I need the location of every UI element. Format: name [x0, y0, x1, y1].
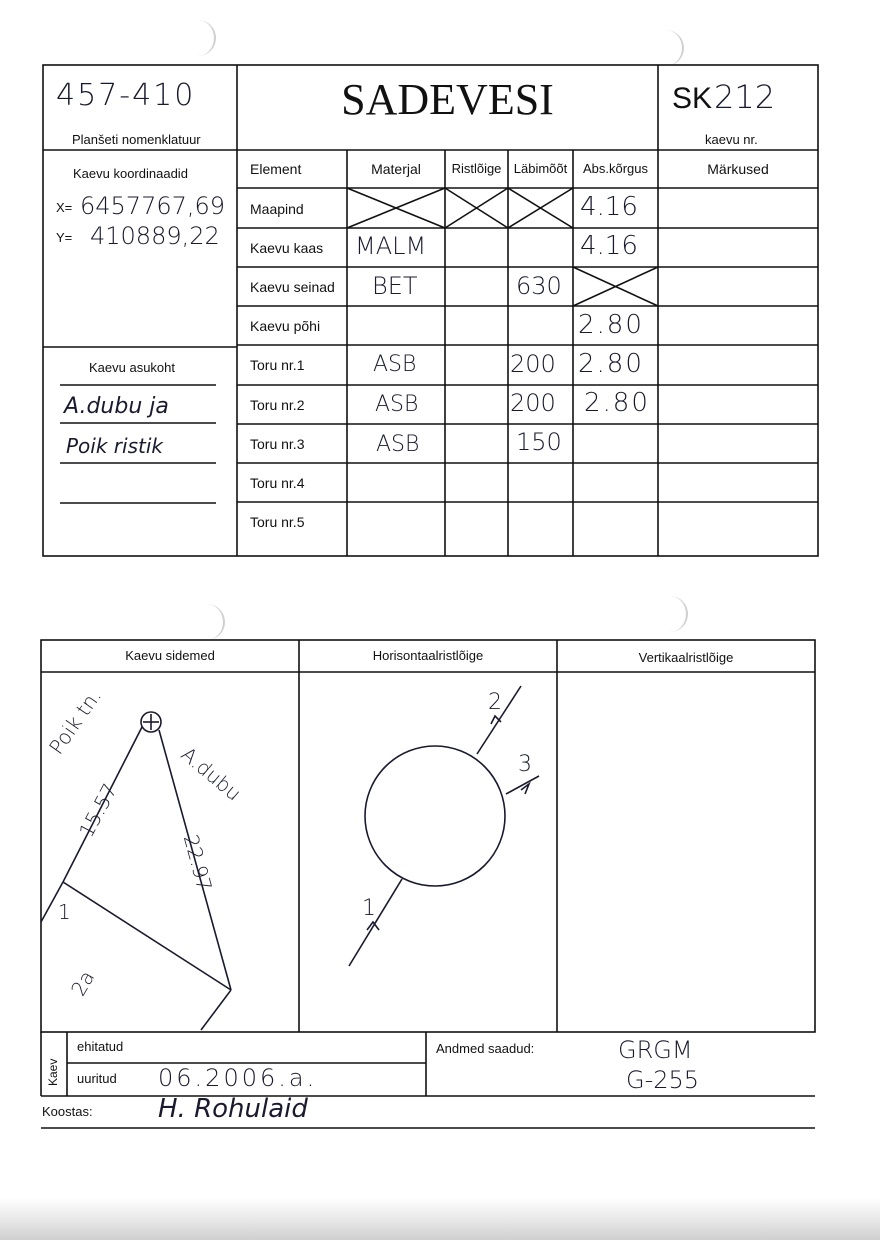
page-title: SADEVESI — [341, 75, 554, 124]
col-header-labimoot: Läbimõõt — [513, 161, 568, 176]
col-header-materjal: Materjal — [371, 161, 421, 177]
andmed-label: Andmed saadud: — [436, 1041, 535, 1056]
pipe-label-3: 3 — [518, 752, 532, 777]
col-header-abs: Abs.kõrgus — [582, 161, 649, 176]
well-label: kaevu nr. — [705, 132, 758, 147]
andmed-value2: G-255 — [626, 1066, 700, 1094]
cell-abs-maapind: 4.16 — [580, 192, 638, 222]
col-header-markused: Märkused — [707, 161, 769, 177]
table-row-label: Kaevu kaas — [250, 240, 324, 256]
col-header-ristloige: Ristlõige — [451, 161, 502, 176]
table-row-label: Toru nr.3 — [250, 436, 305, 452]
y-label: Y= — [56, 230, 73, 245]
tie-dist-right: 22.97 — [178, 832, 217, 894]
table-row-label: Toru nr.5 — [250, 514, 305, 530]
andmed-value1: GRGM — [618, 1036, 693, 1064]
cell-abs-kaas: 4.16 — [580, 231, 638, 261]
sheet-label: Planšeti nomenklatuur — [72, 132, 201, 147]
cell-abs-pohi: 2.80 — [578, 310, 644, 340]
koostas-label: Koostas: — [42, 1104, 93, 1119]
well-number-field — [672, 78, 775, 116]
sketch-header-vertical: Vertikaalristlõige — [638, 650, 734, 665]
x-value: 6457767,69 — [80, 192, 226, 220]
cell-abs-toru1: 2.80 — [578, 349, 644, 379]
tie-bottom-label: 2a — [66, 966, 100, 1000]
cell-labimoot-toru3: 150 — [516, 428, 562, 456]
table-row-label: Maapind — [250, 201, 304, 217]
well-prefix: SK — [672, 82, 713, 115]
tie-corner-label: 1 — [58, 900, 71, 924]
table-row-label: Toru nr.2 — [250, 397, 305, 413]
sketch-header-horizontal: Horisontaalristlõige — [372, 648, 484, 663]
cell-labimoot-seinad: 630 — [516, 272, 562, 300]
uuritud-label: uuritud — [77, 1071, 117, 1086]
table-row-label: Kaevu põhi — [250, 318, 321, 334]
location-label: Kaevu asukoht — [89, 360, 176, 375]
cell-abs-toru2: 2.80 — [584, 388, 650, 418]
horizontal-section-sketch — [299, 672, 557, 1032]
cell-materjal-toru2: ASB — [375, 392, 419, 417]
cell-materjal-seinad: BET — [372, 272, 418, 300]
tie-street-dubu: A.dubu — [176, 742, 246, 806]
coord-label: Kaevu koordinaadid — [73, 166, 188, 181]
pipe-label-1: 1 — [362, 896, 376, 921]
table-row-label: Toru nr.1 — [250, 357, 305, 373]
cell-materjal-toru3: ASB — [376, 432, 420, 457]
kaev-label: Kaev — [46, 1058, 60, 1086]
table-row-label: Toru nr.4 — [250, 475, 305, 491]
y-value: 410889,22 — [90, 222, 220, 250]
pipe-label-2: 2 — [488, 690, 502, 715]
location-line1: A.dubu ja — [64, 394, 169, 419]
well-number: 212 — [714, 78, 776, 116]
cell-materjal-toru1: ASB — [373, 352, 417, 377]
ehitatud-label: ehitatud — [77, 1039, 124, 1054]
col-header-element: Element — [250, 161, 302, 177]
location-line2: Poik ristik — [66, 434, 163, 458]
scan-edge-shadow — [0, 1198, 880, 1240]
cell-labimoot-toru2: 200 — [510, 389, 556, 417]
tie-dist-left: 15.57 — [74, 779, 123, 842]
koostas-value: H. Rohulaid — [158, 1094, 308, 1124]
x-label: X= — [56, 200, 73, 215]
sketch-header-ties: Kaevu sidemed — [125, 648, 215, 663]
cell-materjal-kaas: MALM — [355, 232, 427, 260]
tie-street-poik: Poik tn. — [44, 684, 107, 759]
cell-labimoot-toru1: 200 — [510, 350, 556, 378]
table-row-label: Kaevu seinad — [250, 279, 335, 295]
sheet-number: 457-410 — [56, 78, 196, 113]
uuritud-value: 06.2006.a. — [158, 1064, 318, 1092]
